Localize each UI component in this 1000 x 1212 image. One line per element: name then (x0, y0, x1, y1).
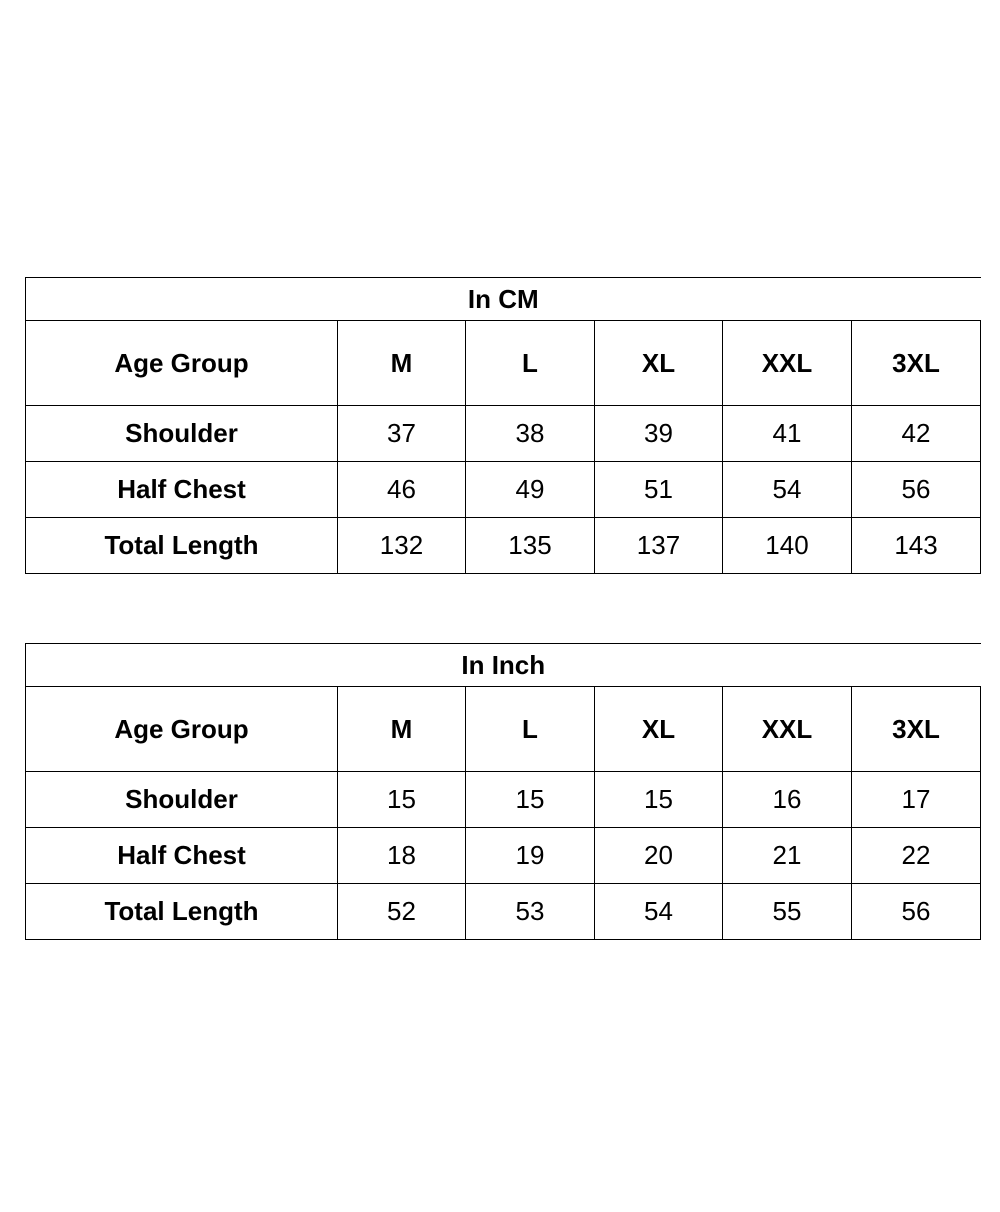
table-cell: 143 (852, 518, 981, 574)
header-cell-age-group: Age Group (26, 321, 338, 406)
table-cell: 49 (466, 462, 595, 518)
table-row-total-length (26, 884, 981, 940)
row-label: Total Length (26, 884, 338, 940)
table-cell: 39 (595, 406, 723, 462)
table-row-half-chest (26, 828, 981, 884)
size-chart-table-cm (25, 277, 981, 574)
table-cell: 135 (466, 518, 595, 574)
table-cell: 19 (466, 828, 595, 884)
table-cell: 38 (466, 406, 595, 462)
header-cell-size: L (466, 321, 595, 406)
header-cell-size: 3XL (852, 687, 981, 772)
table-row-total-length (26, 518, 981, 574)
header-cell-size: M (338, 321, 466, 406)
table-cell: 22 (852, 828, 981, 884)
table-title-row (26, 644, 981, 687)
table-row-shoulder (26, 406, 981, 462)
table-cell: 52 (338, 884, 466, 940)
table-title: In CM (26, 278, 981, 321)
table-cell: 54 (723, 462, 852, 518)
table-cell: 15 (595, 772, 723, 828)
header-cell-age-group: Age Group (26, 687, 338, 772)
table-cell: 21 (723, 828, 852, 884)
table-header-row (26, 321, 981, 406)
table-cell: 42 (852, 406, 981, 462)
row-label: Total Length (26, 518, 338, 574)
table-cell: 56 (852, 884, 981, 940)
row-label: Half Chest (26, 462, 338, 518)
size-chart-table-inch (25, 643, 981, 940)
header-cell-size: 3XL (852, 321, 981, 406)
table-cell: 17 (852, 772, 981, 828)
header-cell-size: L (466, 687, 595, 772)
table-cell: 132 (338, 518, 466, 574)
table-row-half-chest (26, 462, 981, 518)
table-cell: 20 (595, 828, 723, 884)
table-cell: 15 (466, 772, 595, 828)
table-cell: 18 (338, 828, 466, 884)
table-cell: 37 (338, 406, 466, 462)
header-cell-size: XXL (723, 687, 852, 772)
table-cell: 140 (723, 518, 852, 574)
table-cell: 16 (723, 772, 852, 828)
row-label: Shoulder (26, 406, 338, 462)
header-cell-size: XL (595, 687, 723, 772)
table-cell: 55 (723, 884, 852, 940)
header-cell-size: M (338, 687, 466, 772)
row-label: Half Chest (26, 828, 338, 884)
table-header-row (26, 687, 981, 772)
table-title: In Inch (26, 644, 981, 687)
header-cell-size: XL (595, 321, 723, 406)
header-cell-size: XXL (723, 321, 852, 406)
table-cell: 15 (338, 772, 466, 828)
table-cell: 41 (723, 406, 852, 462)
table-row-shoulder (26, 772, 981, 828)
table-cell: 53 (466, 884, 595, 940)
table-cell: 56 (852, 462, 981, 518)
table-cell: 137 (595, 518, 723, 574)
table-cell: 54 (595, 884, 723, 940)
row-label: Shoulder (26, 772, 338, 828)
table-cell: 46 (338, 462, 466, 518)
table-cell: 51 (595, 462, 723, 518)
table-title-row (26, 278, 981, 321)
